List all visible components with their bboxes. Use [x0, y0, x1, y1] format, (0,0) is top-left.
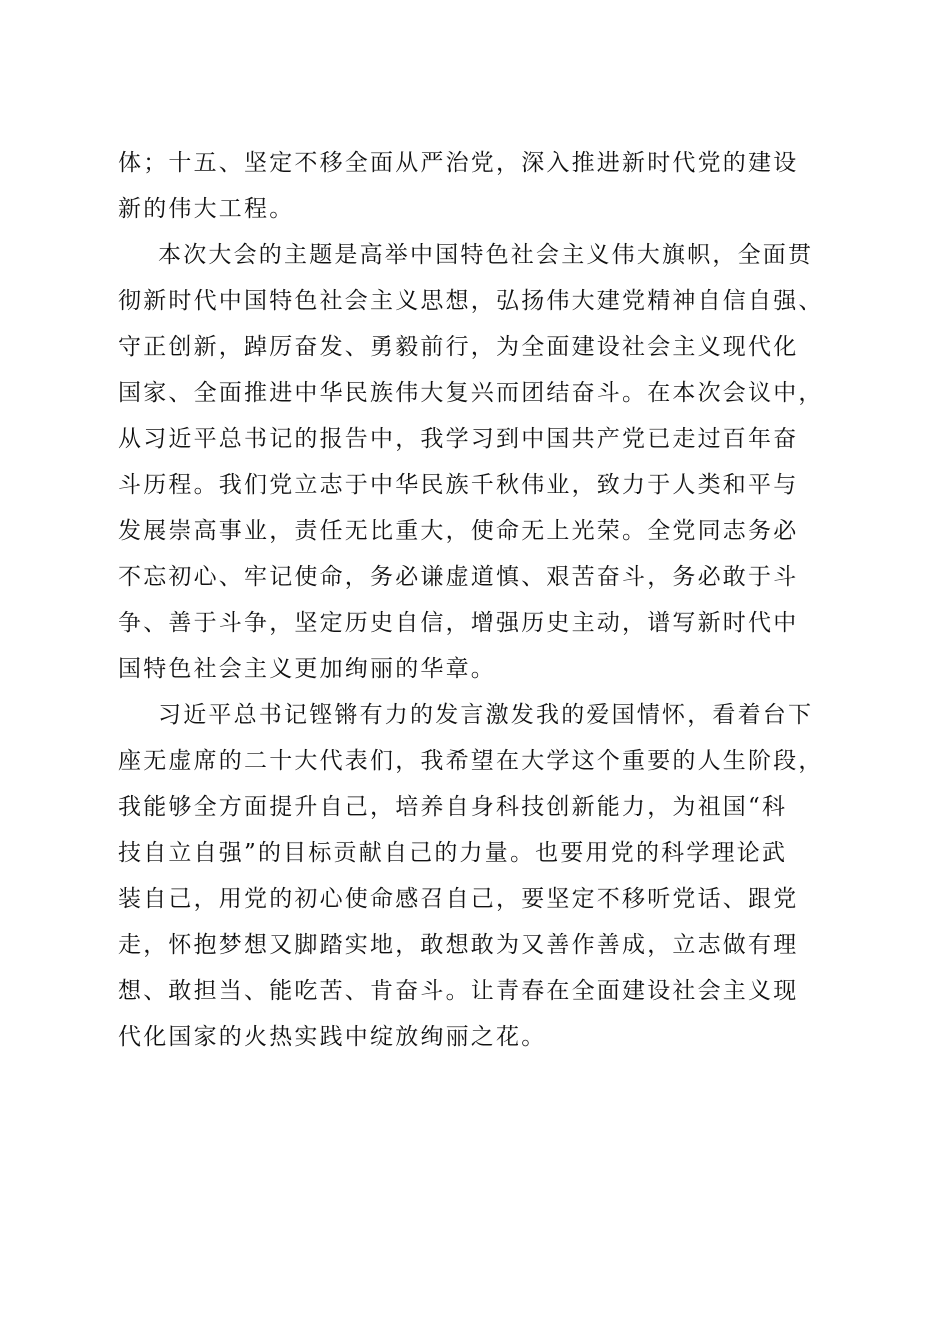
text-line: 本次大会的主题是高举中国特色社会主义伟大旗帜，全面贯	[158, 242, 814, 268]
text-line: 守正创新，踔厉奋发、勇毅前行，为全面建设社会主义现代化	[118, 334, 799, 360]
text-line: 争、善于斗争，坚定历史自信，增强历史主动，谱写新时代中	[118, 610, 799, 636]
text-line: 新的伟大工程。	[118, 196, 295, 222]
text-line: 我能够全方面提升自己，培养自身科技创新能力，为祖国“科	[118, 794, 788, 820]
text-line: 走，怀抱梦想又脚踏实地，敢想敢为又善作善成，立志做有理	[118, 932, 799, 958]
text-line: 习近平总书记铿锵有力的发言激发我的爱国情怀，看着台下	[158, 702, 814, 728]
text-line: 彻新时代中国特色社会主义思想，弘扬伟大建党精神自信自强、	[118, 288, 824, 314]
body-text	[118, 140, 838, 1060]
text-line: 技自立自强”的目标贡献自己的力量。也要用党的科学理论武	[118, 840, 788, 866]
text-line: 国特色社会主义更加绚丽的华章。	[118, 656, 496, 682]
text-line: 国家、全面推进中华民族伟大复兴而团结奋斗。在本次会议中，	[118, 380, 824, 406]
text-line: 发展崇高事业，责任无比重大，使命无上光荣。全党同志务必	[118, 518, 799, 544]
text-line: 代化国家的火热实践中绽放绚丽之花。	[118, 1024, 547, 1050]
text-line: 不忘初心、牢记使命，务必谦虚道慎、艰苦奋斗，务必敢于斗	[118, 564, 799, 590]
text-line: 想、敢担当、能吃苦、肯奋斗。让青春在全面建设社会主义现	[118, 978, 799, 1004]
text-line: 斗历程。我们党立志于中华民族千秋伟业，致力于人类和平与	[118, 472, 799, 498]
text-line: 体；十五、坚定不移全面从严治党，深入推进新时代党的建设	[118, 150, 799, 176]
text-line: 从习近平总书记的报告中，我学习到中国共产党已走过百年奋	[118, 426, 799, 452]
text-line: 装自己，用党的初心使命感召自己，要坚定不移听党话、跟党	[118, 886, 799, 912]
text-line: 座无虚席的二十大代表们，我希望在大学这个重要的人生阶段，	[118, 748, 824, 774]
